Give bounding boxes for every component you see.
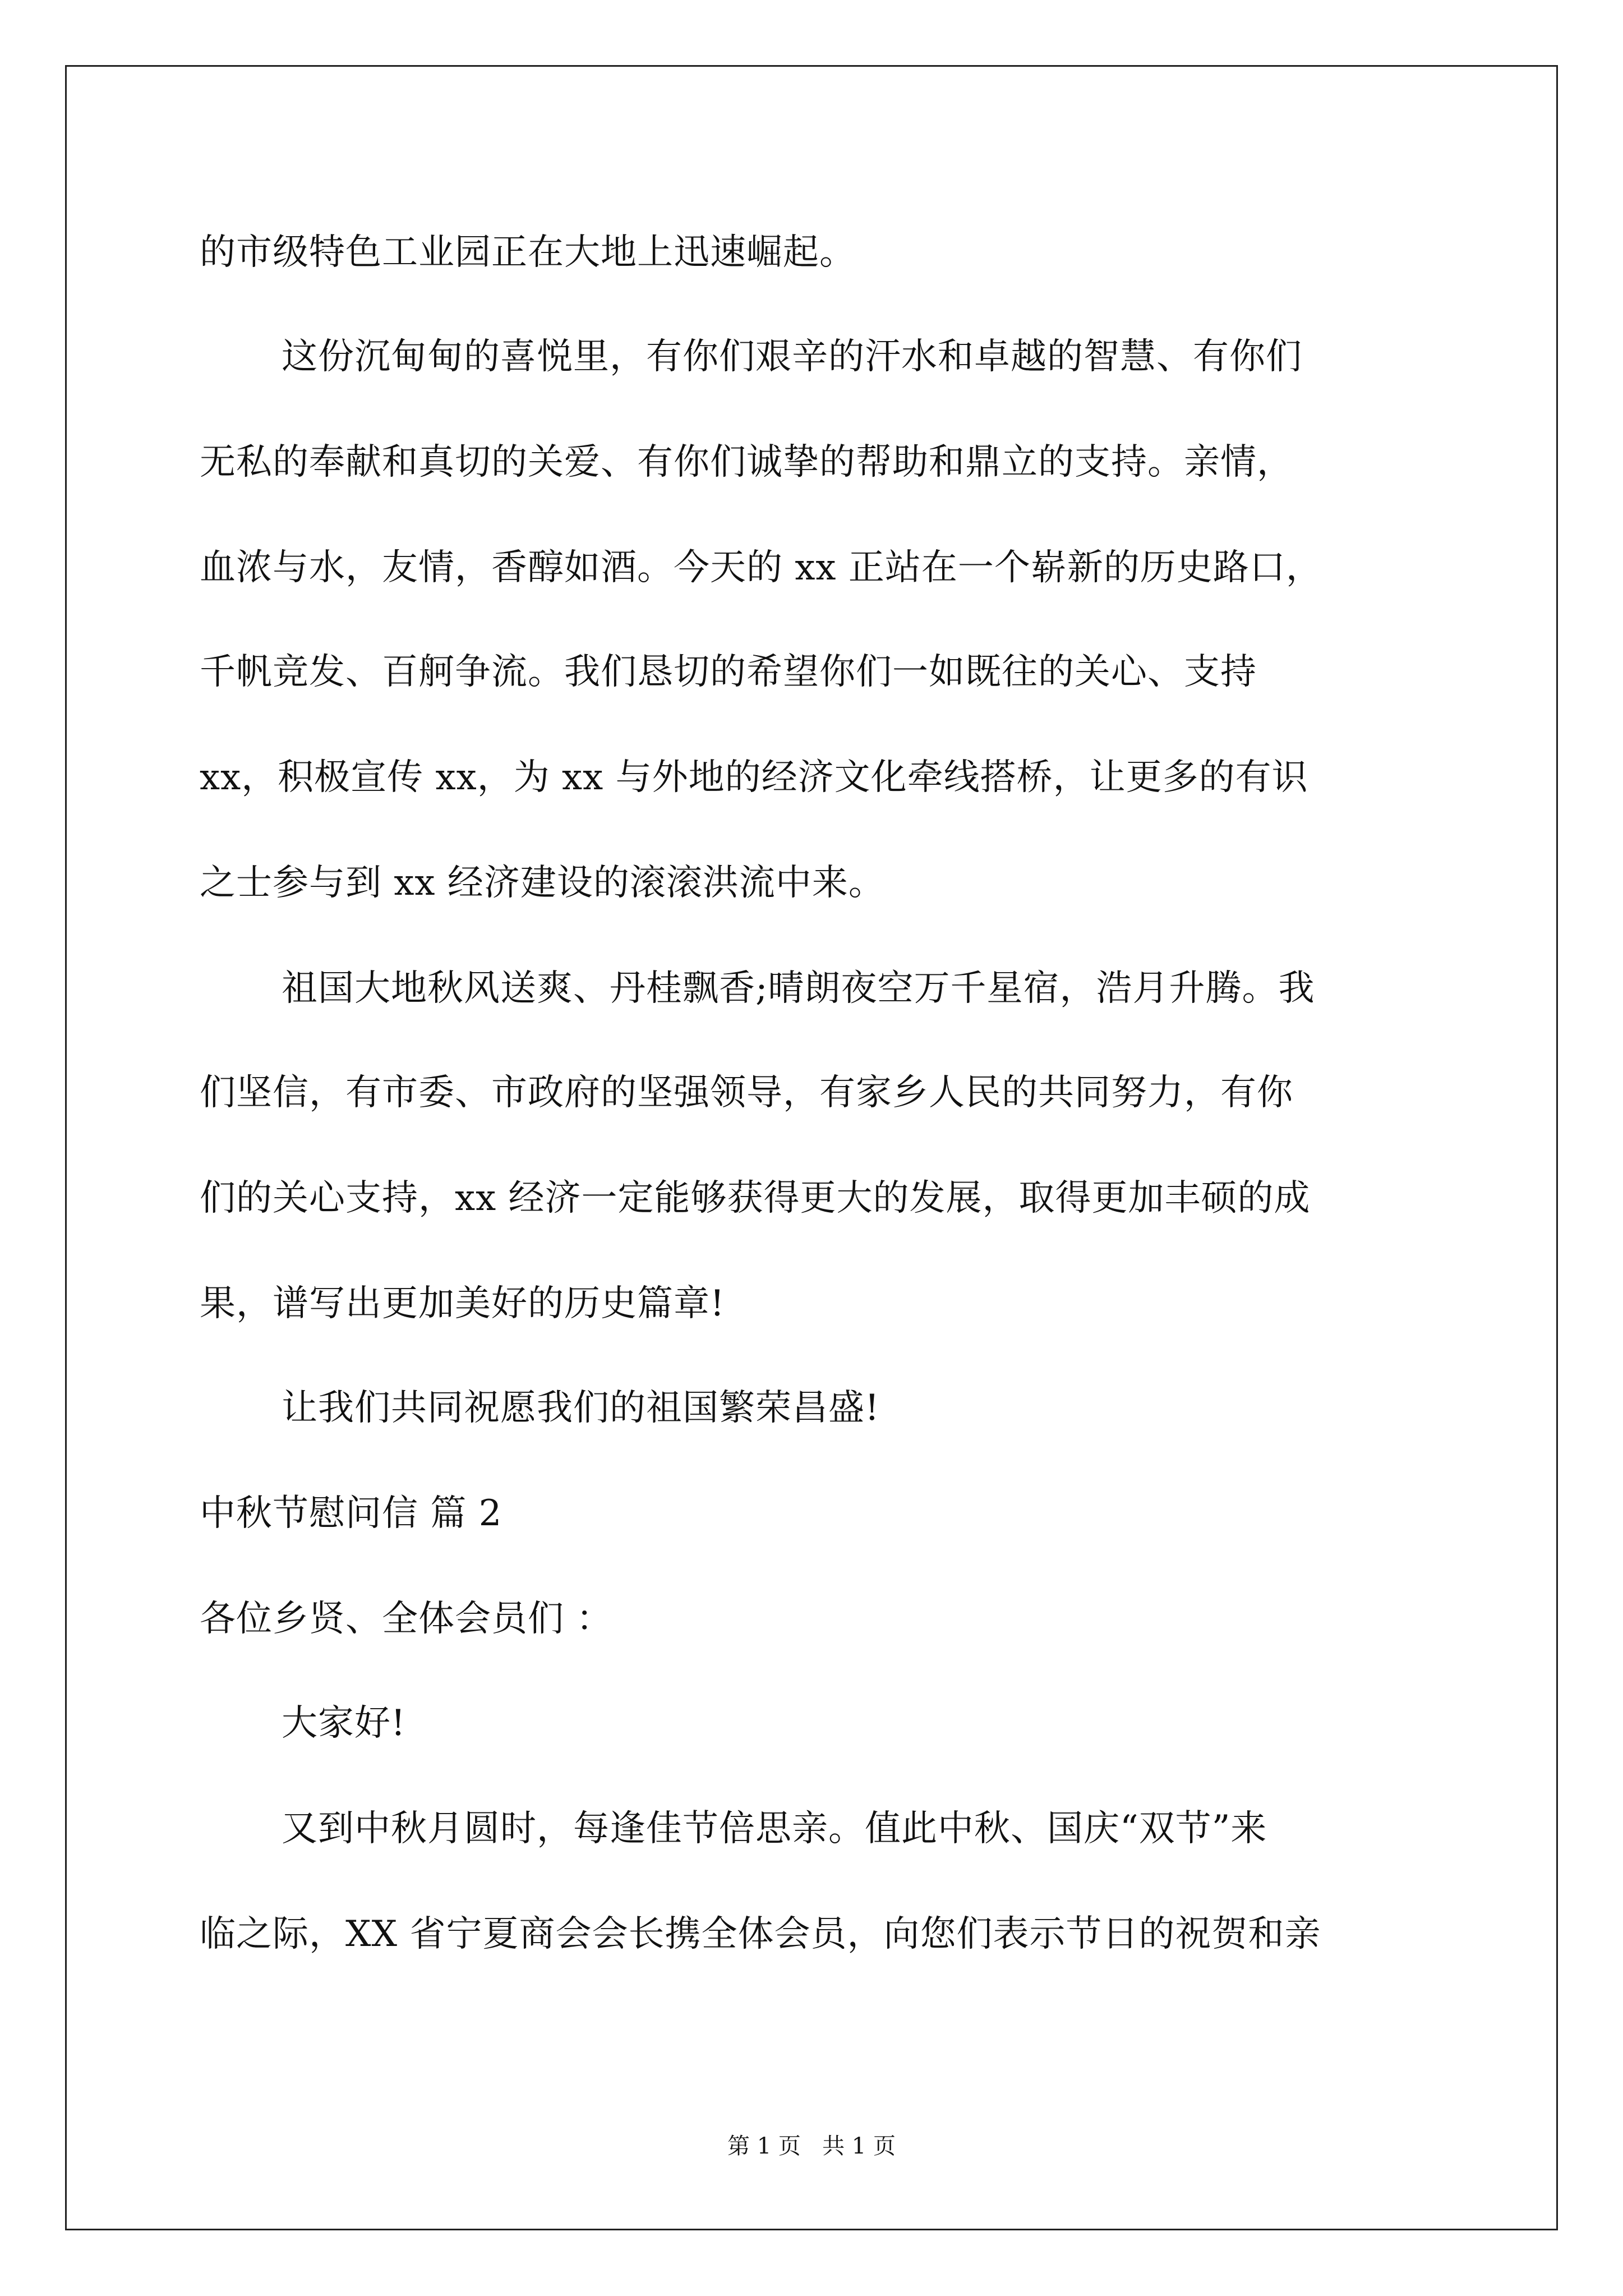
body-text-line: 之士参与到 xx 经济建设的滚滚洪流中来。 [200,862,885,904]
body-text-line: 临之际，XX 省宁夏商会会长携全体会员，向您们表示节日的祝贺和亲 [200,1913,1321,1955]
page-number: 第 1 页 共 1 页 [727,2133,896,2159]
body-text-line: 千帆竞发、百舸争流。我们恳切的希望你们一如既往的关心、支持 [200,651,1257,693]
body-text-line: 果，谱写出更加美好的历史篇章! [200,1283,725,1324]
greeting: 大家好! [282,1703,406,1744]
body-text-line: 血浓与水，友情，香醇如酒。今天的 xx 正站在一个崭新的历史路口， [200,547,1322,588]
body-text-line: 这份沉甸甸的喜悦里，有你们艰辛的汗水和卓越的智慧、有你们 [282,336,1302,378]
salutation: 各位乡贤、全体会员们 ： [200,1598,613,1640]
body-text-line: 祖国大地秋风送爽、丹桂飘香;晴朗夜空万千星宿，浩月升腾。我 [282,968,1315,1009]
body-text-line: 们的关心支持，xx 经济一定能够获得更大的发展，取得更加丰硕的成 [200,1177,1311,1219]
body-text-line: xx，积极宣传 xx，为 xx 与外地的经济文化牵线搭桥，让更多的有识 [200,757,1308,798]
body-text-line: 们坚信，有市委、市政府的坚强领导，有家乡人民的共同努力，有你 [200,1072,1293,1114]
section-heading: 中秋节慰问信 篇 2 [200,1493,502,1534]
body-text-line: 又到中秋月圆时，每逢佳节倍思亲。值此中秋、国庆“双节”来 [282,1808,1267,1849]
body-text-line: 让我们共同祝愿我们的祖国繁荣昌盛! [282,1387,880,1429]
page-border [65,65,1558,2230]
body-text-line: 的市级特色工业园正在大地上迅速崛起。 [200,232,856,273]
body-text-line: 无私的奉献和真切的关爱、有你们诚挚的帮助和鼎立的支持。亲情， [200,441,1293,483]
